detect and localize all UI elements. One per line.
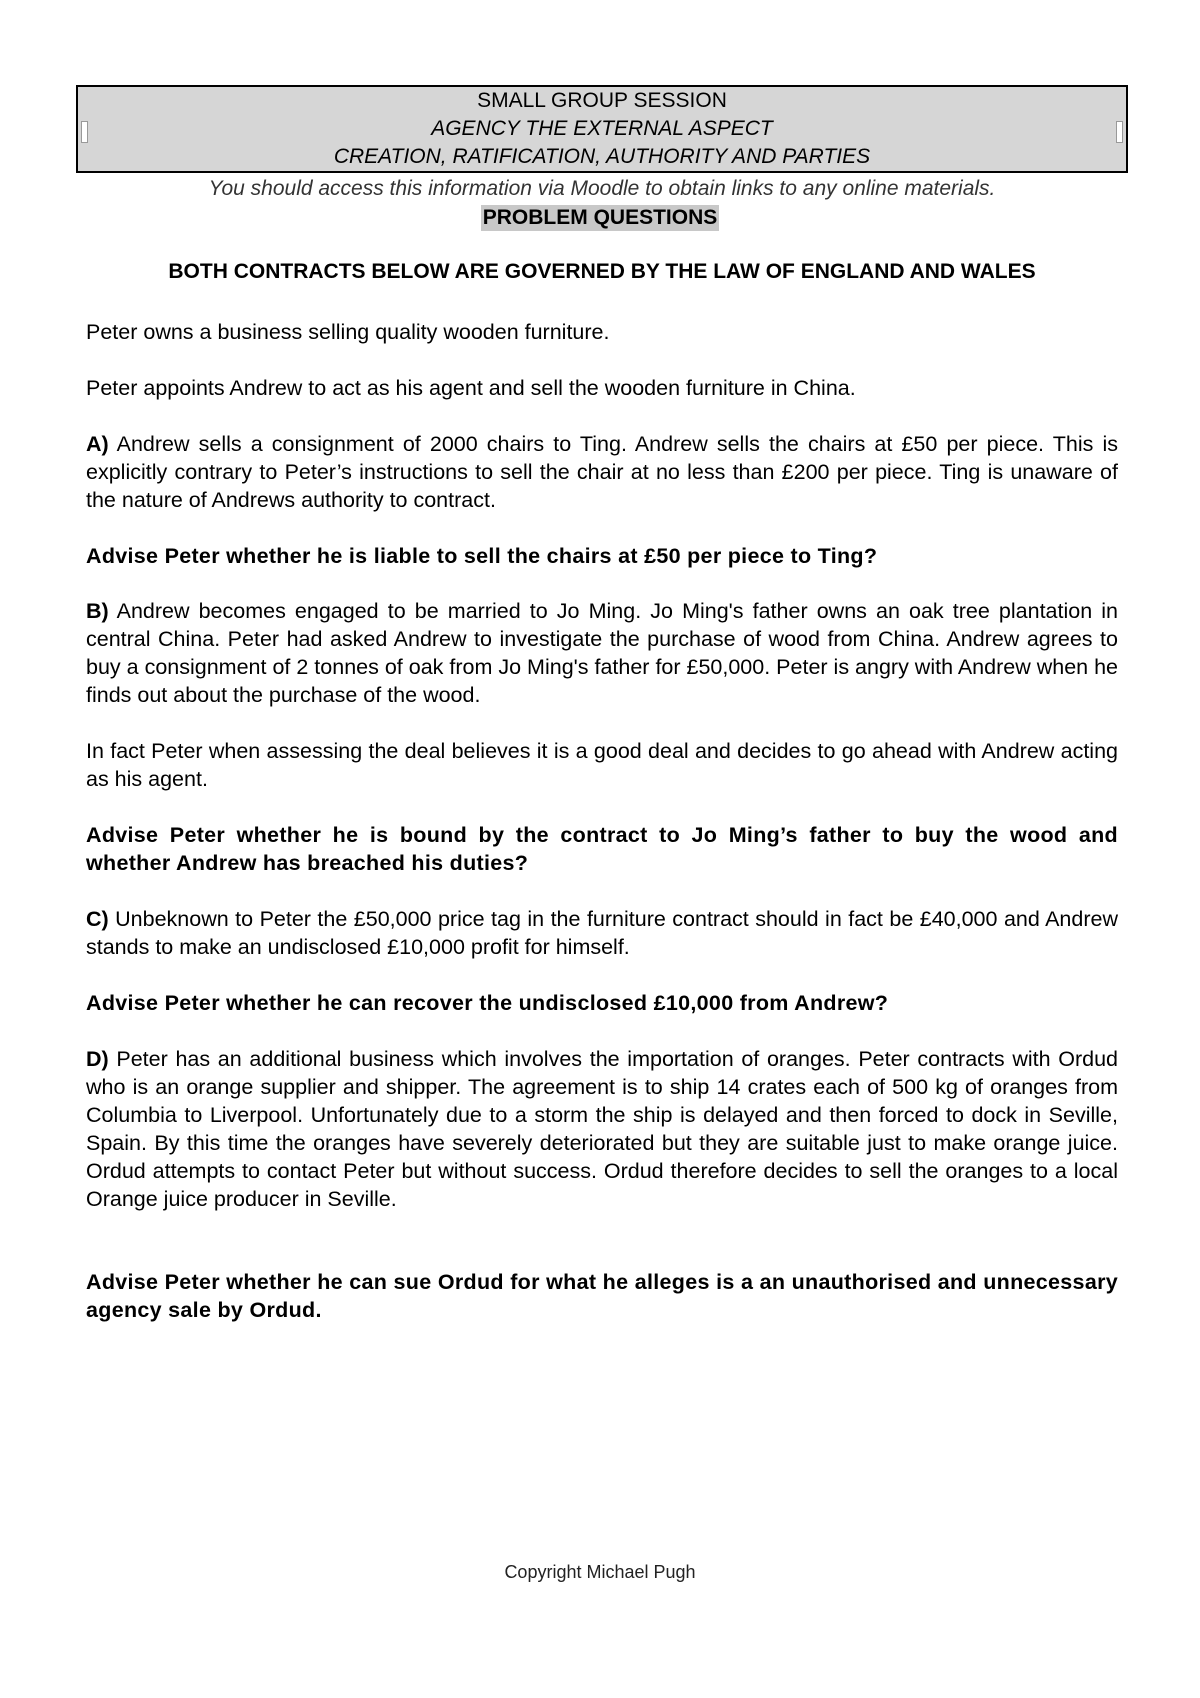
part-d-question: Advise Peter whether he can sue Ordud for what he alleges is a an unauthorised and unnecessary agency sale by Ordud. — [86, 1270, 1118, 1322]
moodle-note: You should access this information via Moodle to obtain links to any online materials. — [208, 177, 996, 200]
session-topic: AGENCY THE EXTERNAL ASPECT — [431, 117, 773, 140]
part-a-text: Andrew sells a consignment of 2000 chairs to Ting. Andrew sells the chairs at £50 per piece. This is explicitly contrary to Peter’s instructions to sell the chair at no less than £200 per piece. Ting is unaware of the nature of Andrews authority to contract. — [86, 432, 1118, 512]
part-c-label: C) — [86, 907, 109, 931]
part-a-paragraph — [86, 430, 1118, 514]
part-b-question: Advise Peter whether he is bound by the contract to Jo Ming’s father to buy the wood and whether Andrew has breached his duties? — [86, 823, 1118, 875]
section-title: PROBLEM QUESTIONS — [482, 206, 718, 229]
part-c-text: Unbeknown to Peter the £50,000 price tag in the furniture contract should in fact be £40,000 and Andrew stands to make an undisclosed £10,000 profit for himself. — [86, 907, 1118, 959]
part-b-paragraph-2: In fact Peter when assessing the deal believes it is a good deal and decides to go ahead with Andrew acting as his agent. — [86, 739, 1118, 791]
part-a-label: A) — [86, 432, 109, 456]
part-d-text: Peter has an additional business which involves the importation of oranges. Peter contracts with Ordud who is an orange supplier and shipper. The agreement is to ship 14 crates each of 500 kg of oranges from Columbia to Liverpool. Unfortunately due to a storm the ship is delayed and then forced to dock in Seville, Spain. By this time the oranges have severely deteriorated but they are suitable just to make orange juice. Ordud attempts to contact Peter but without success. Ordud therefore decides to sell the oranges to a local Orange juice producer in Seville. — [86, 1047, 1118, 1211]
session-header-box — [76, 85, 1128, 173]
copyright-footer: Copyright Michael Pugh — [504, 1562, 696, 1582]
right-box-marker — [1116, 121, 1123, 143]
part-c-paragraph — [86, 905, 1118, 961]
governing-law-heading: BOTH CONTRACTS BELOW ARE GOVERNED BY THE LAW OF ENGLAND AND WALES — [168, 260, 1036, 283]
part-b-label: B) — [86, 599, 109, 623]
left-box-marker — [81, 121, 88, 143]
session-title: SMALL GROUP SESSION — [477, 89, 727, 112]
part-d-paragraph — [86, 1045, 1118, 1213]
part-b-paragraph — [86, 597, 1118, 709]
session-subtopic: CREATION, RATIFICATION, AUTHORITY AND PARTIES — [333, 145, 871, 168]
intro-paragraph-2: Peter appoints Andrew to act as his agent and sell the wooden furniture in China. — [86, 376, 856, 400]
part-a-question: Advise Peter whether he is liable to sell the chairs at £50 per piece to Ting? — [86, 544, 878, 568]
part-d-label: D) — [86, 1047, 109, 1071]
section-title-wrap — [0, 205, 1200, 231]
part-c-question: Advise Peter whether he can recover the undisclosed £10,000 from Andrew? — [86, 991, 889, 1015]
part-b-text: Andrew becomes engaged to be married to Jo Ming. Jo Ming's father owns an oak tree plantation in central China. Peter had asked Andrew to investigate the purchase of wood from China. Andrew agrees to buy a consignment of 2 tonnes of oak from Jo Ming's father for £50,000. Peter is angry with Andrew when he finds out about the purchase of the wood. — [86, 599, 1118, 707]
intro-paragraph-1: Peter owns a business selling quality wooden furniture. — [86, 320, 610, 344]
